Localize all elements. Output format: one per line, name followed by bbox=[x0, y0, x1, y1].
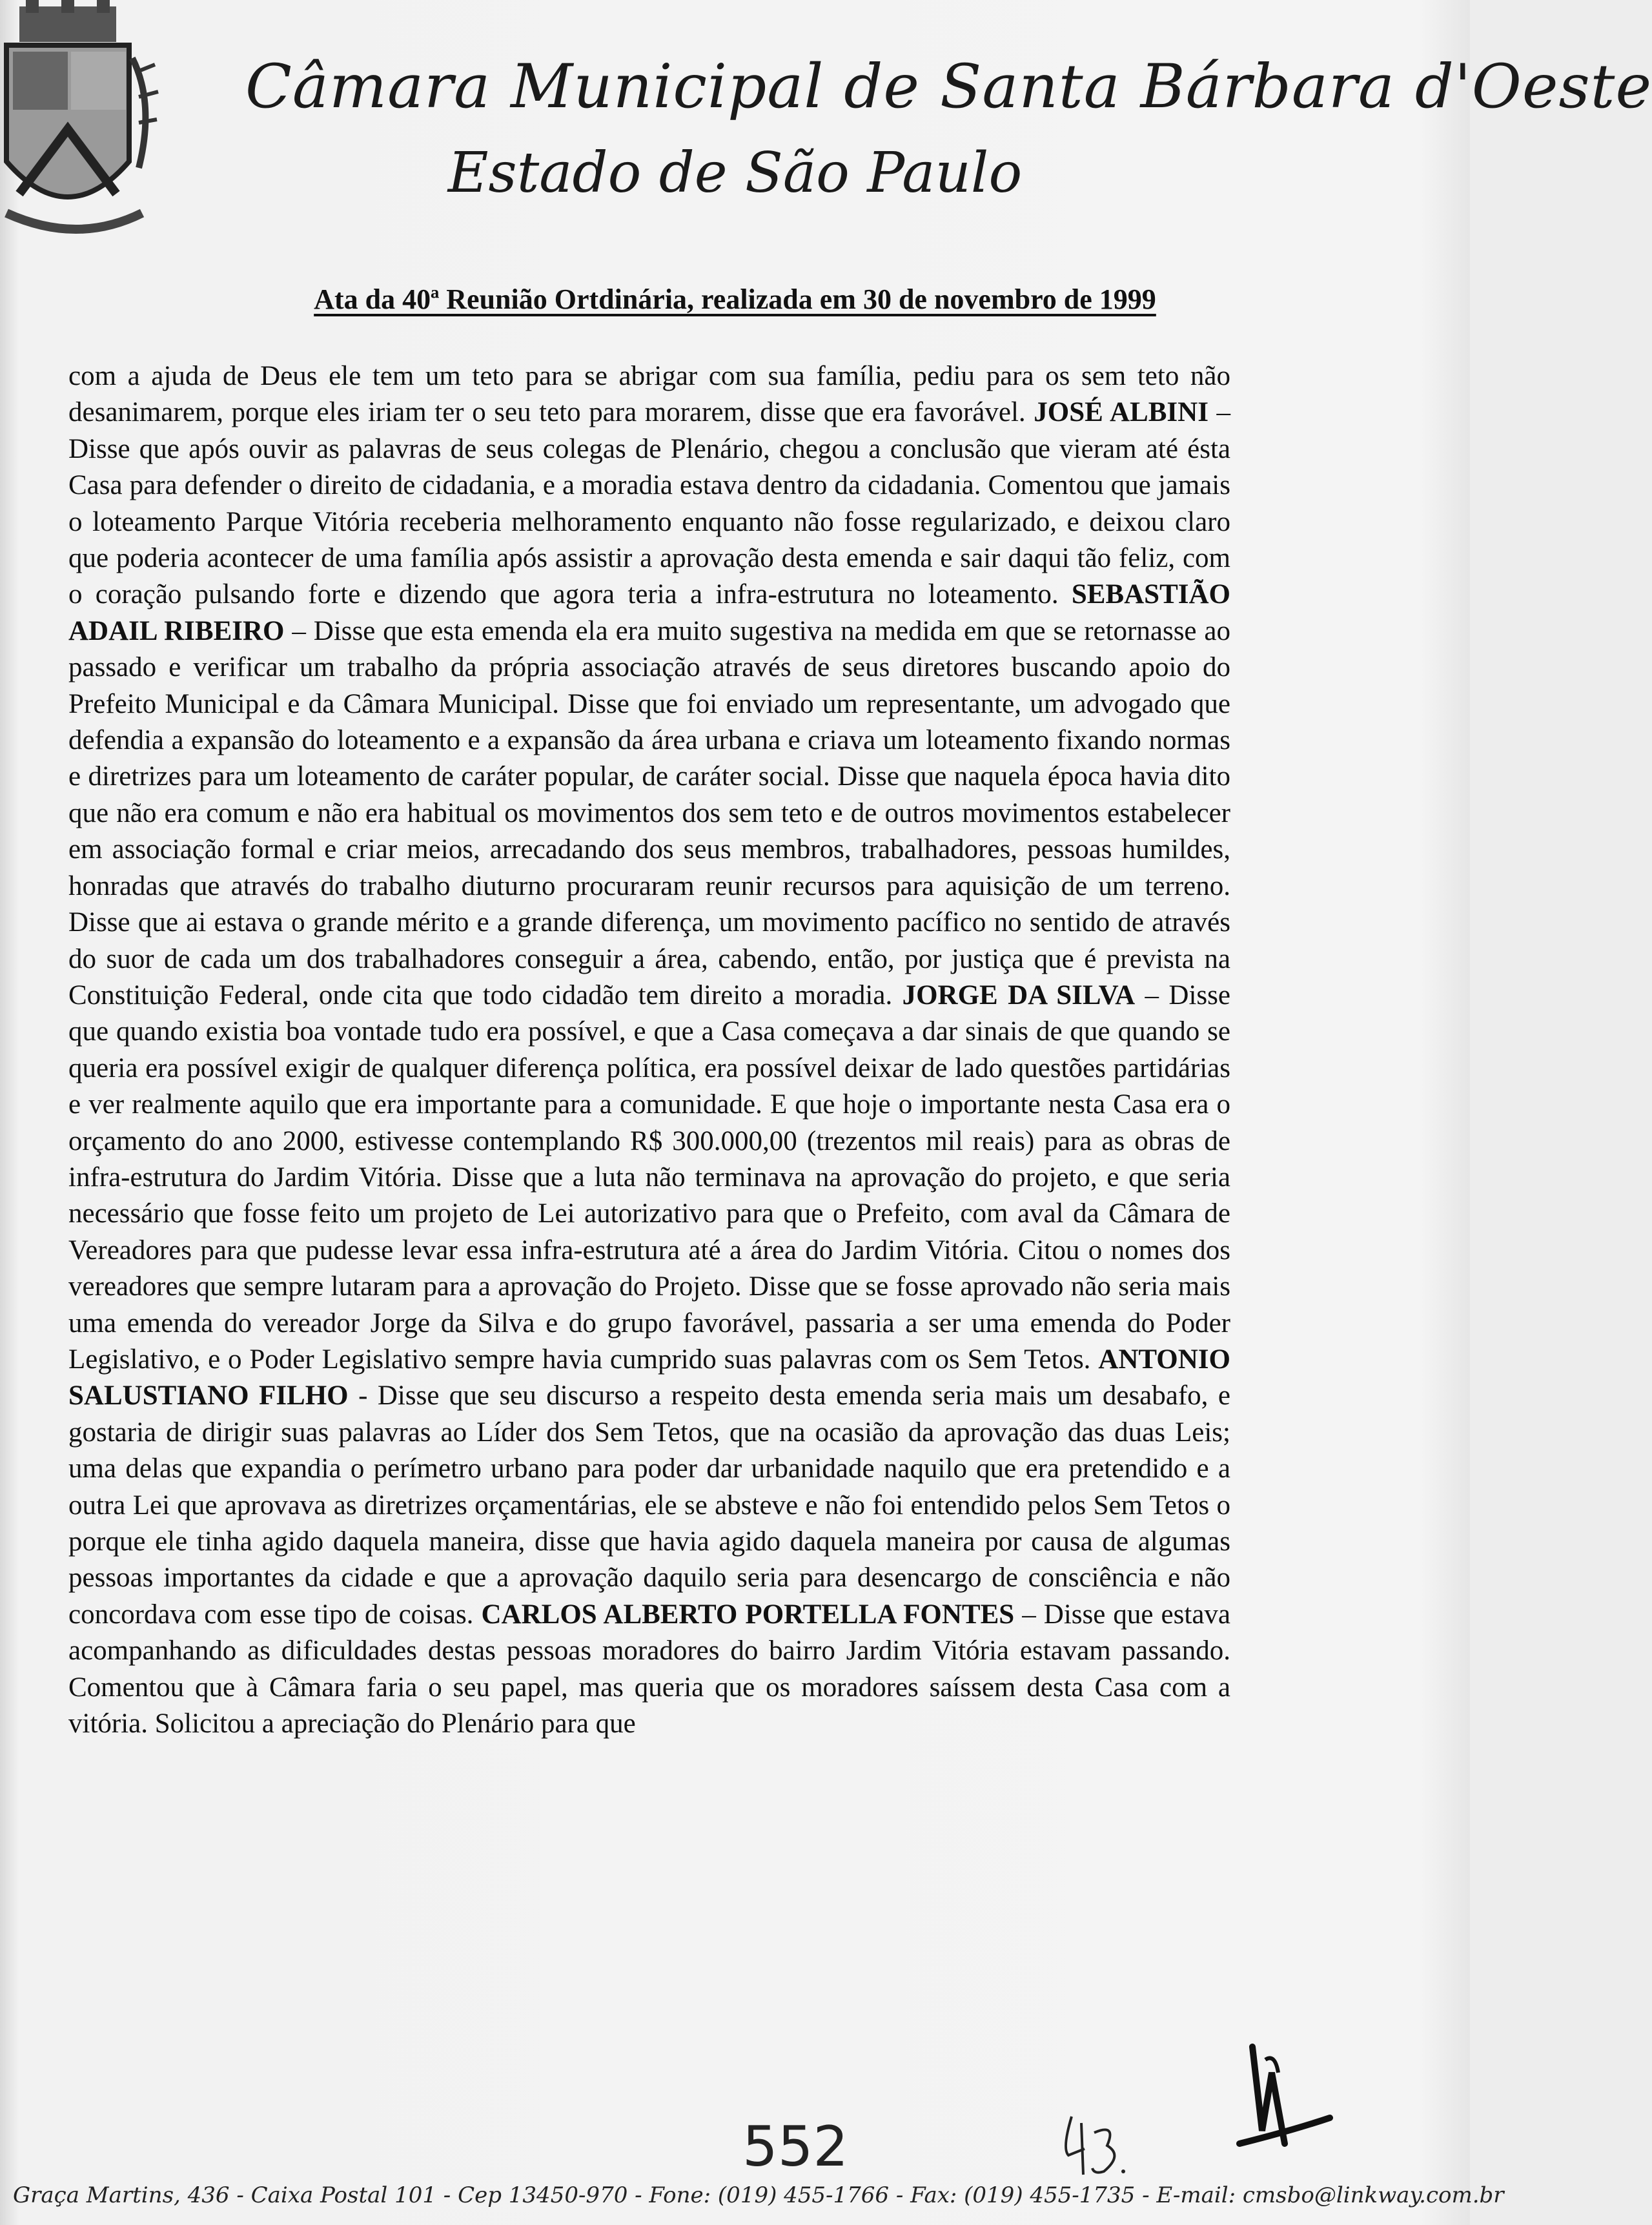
speaker-name: SEBASTIÃO ADAIL RIBEIRO bbox=[68, 579, 1230, 646]
municipal-coat-of-arms-icon bbox=[0, 0, 168, 252]
text-run: - Disse que seu discurso a respeito desta emenda seria mais um desabafo, e gostaria de dirigir suas palavras ao Líder dos Sem Tetos, que na ocasião da aprovação das duas Leis; uma delas que expandia o perímetro urbano para poder dar urbanidade naquilo que era pretendido e a outra Lei que aprovava as diretrizes orçamentárias, ele se absteve e não foi entendido pelos Sem Tetos o porque ele tinha agido daquela maneira, disse que havia agido daquela maneira por causa de algumas pessoas importantes da cidade e que a aprovação daquilo seria para desencargo de consciência e não concordava com esse tipo de coisas. bbox=[68, 1380, 1230, 1630]
minutes-title: Ata da 40ª Reunião Ortdinária, realizada em 30 de novembro de 1999 bbox=[314, 283, 1156, 315]
minutes-paragraph bbox=[68, 358, 1230, 1742]
text-run: com a ajuda de Deus ele tem um teto para se abrigar com sua família, pediu para os sem teto não desanimarem, porque eles iriam ter o seu teto para morarem, disse que era favorável. bbox=[68, 361, 1230, 428]
text-run: – Disse que esta emenda ela era muito sugestiva na medida em que se retornasse ao passado e verificar um trabalho da própria associação através de seus diretores buscando apoio do Prefeito Municipal e da Câmara Municipal. Disse que foi enviado um representante, um advogado que defendia a expansão do loteamento e a expansão da área urbana e criava um loteamento fixando normas e diretrizes para um loteamento de caráter popular, de caráter social. Disse que naquela época havia dito que não era comum e não era habitual os movimentos dos sem teto e de outros movimentos estabelecer em associação formal e criar meios, arrecadando dos seus membros, trabalhadores, pessoas humildes, honradas que através do trabalho diuturno procuraram reunir recursos para aquisição de um terreno. Disse que ai estava o grande mérito e a grande diferença, um movimento pacífico no sentido de através do suor de cada um dos trabalhadores conseguir a área, cabendo, então, por justiça que é prevista na Constituição Federal, onde cita que todo cidadão tem direito a moradia. bbox=[68, 615, 1230, 1010]
text-run: – Disse que quando existia boa vontade tudo era possível, e que a Casa começava a dar sinais de que quando se queria era possível exigir de qualquer diferença política, era possível deixar de lado questões partidárias e ver realmente aquilo que era importante para a comunidade. E que hoje o importante nesta Casa era o orçamento do ano 2000, estivesse contemplando R$ 300.000,00 (trezentos mil reais) para as obras de infra-estrutura do Jardim Vitória. Disse que a luta não terminava na aprovação do projeto, e que seria necessário que fosse feito um projeto de Lei autorizativo para que o Prefeito, com aval da Câmara de Vereadores para que pudesse levar essa infra-estrutura até a área do Jardim Vitória. Citou o nomes dos vereadores que sempre lutaram para a aprovação do Projeto. Disse que se fosse aprovado não seria mais uma emenda do vereador Jorge da Silva e do grupo favorável, passaria a ser uma emenda do Poder Legislativo, e o Poder Legislativo sempre havia cumprido suas palavras com os Sem Tetos. bbox=[68, 979, 1230, 1375]
speaker-name: CARLOS ALBERTO PORTELLA FONTES bbox=[481, 1599, 1015, 1630]
speaker-name: ANTONIO SALUSTIANO FILHO bbox=[68, 1344, 1230, 1411]
page-number: 552 bbox=[742, 2115, 849, 2179]
text-run: – Disse que estava acompanhando as dificuldades destas pessoas moradores do bairro Jardim Vitória estavam passando. Comentou que à Câmara faria o seu papel, mas queria que os moradores saíssem desta Casa com a vitória. Solicitou a apreciação do Plenário para que bbox=[68, 1599, 1230, 1739]
signature-mark bbox=[1214, 2034, 1336, 2163]
handwritten-page-note bbox=[1059, 2110, 1130, 2181]
minutes-body bbox=[68, 358, 1230, 1742]
state-name-heading: Estado de São Paulo bbox=[447, 141, 1023, 205]
speaker-name: JOSÉ ALBINI bbox=[1034, 397, 1208, 428]
speaker-name: JORGE DA SILVA bbox=[902, 979, 1136, 1010]
text-run: – Disse que após ouvir as palavras de seus colegas de Plenário, chegou a conclusão que vieram até ésta Casa para defender o direito de cidadania, e a moradia estava dentro da cidadania. Comentou que jamais o loteamento Parque Vitória receberia melhoramento enquanto não fosse regularizado, e deixou claro que poderia acontecer de uma família após assistir a aprovação desta emenda e sair daqui tão feliz, com o coração pulsando forte e dizendo que agora teria a infra-estrutura no loteamento. bbox=[68, 397, 1231, 610]
footer-contact-line: Graça Martins, 436 - Caixa Postal 101 - Cep 13450-970 - Fone: (019) 455-1766 - Fax: (019) 455-1735 - E-mail: cmsbo@linkway.com.br bbox=[13, 2182, 1504, 2208]
council-name-heading: Câmara Municipal de Santa Bárbara d'Oeste bbox=[245, 52, 1652, 122]
